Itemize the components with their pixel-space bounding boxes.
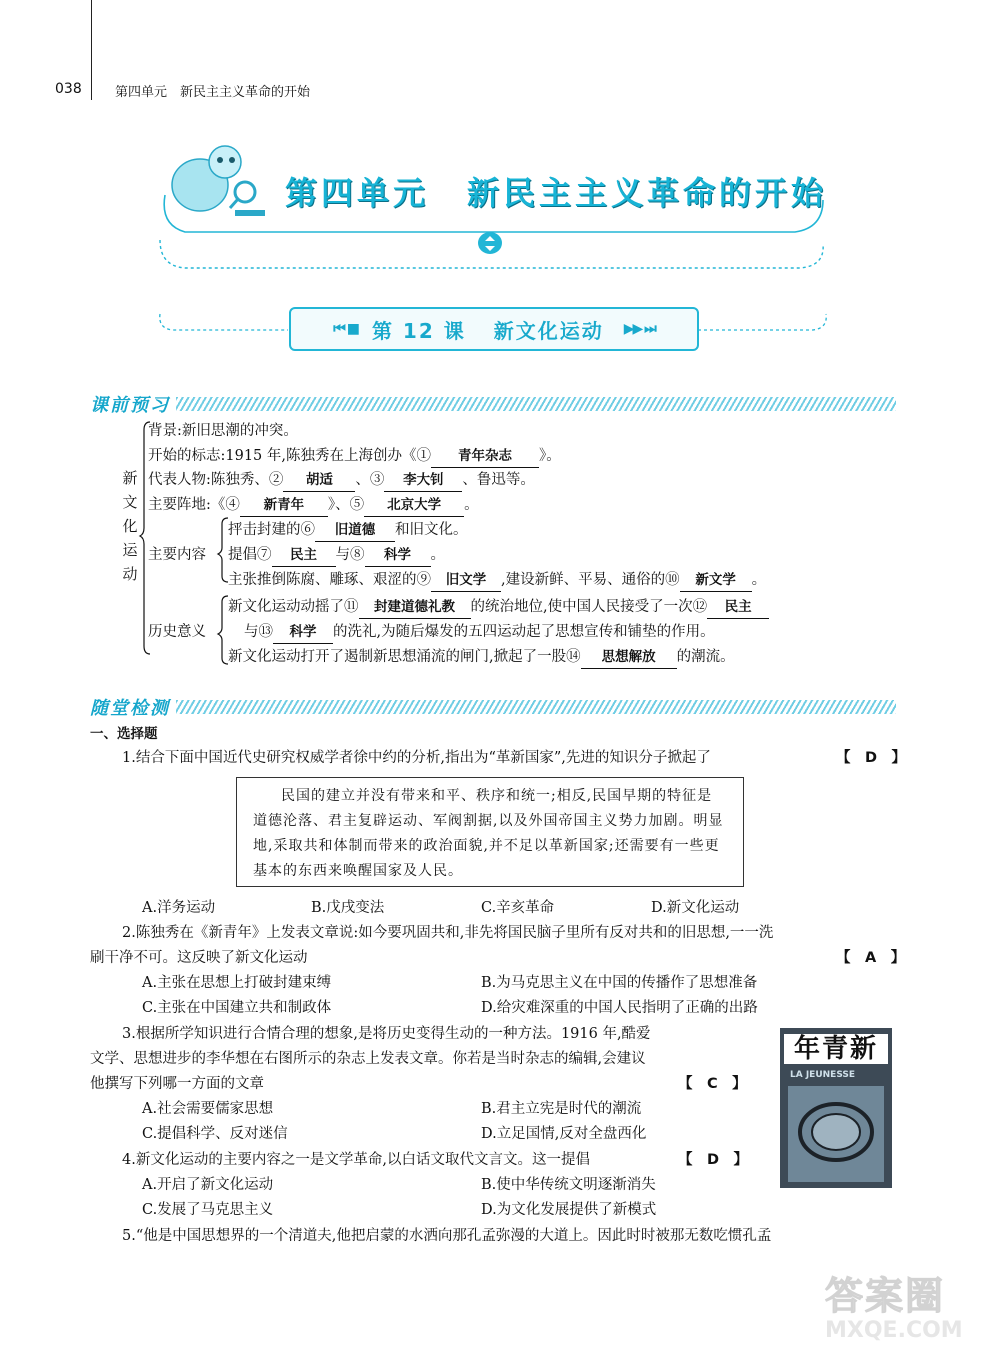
unit-label: 第四单元 <box>285 174 430 212</box>
mascot-illustration <box>160 140 275 225</box>
prev-icon: ⏮ ■ <box>333 321 358 337</box>
q4-answer: 【 D 】 <box>678 1152 749 1168</box>
blank-4: 新青年 <box>240 495 328 517</box>
vertical-label: 新 文 化 运 动 <box>122 469 138 583</box>
preview-section-header <box>90 393 896 415</box>
q1-option-d: D.新文化运动 <box>651 900 740 916</box>
q4-option-b: B.使中华传统文明逐渐消失 <box>481 1177 656 1193</box>
q4-option-d: D.为文化发展提供了新模式 <box>481 1202 657 1218</box>
q1-option-a: A.洋务运动 <box>142 900 216 916</box>
q1-quote-box <box>236 777 744 887</box>
blank-5: 北京大学 <box>364 495 464 517</box>
unit-title <box>285 168 827 214</box>
q5-stem: 5.“他是中国思想界的一个清道夫,他把启蒙的水洒向那孔孟弥漫的大道上。因此时时被那无数吃惯孔孟 <box>122 1228 772 1244</box>
blank-10: 新文学 <box>680 570 752 592</box>
content-3: 主张推倒陈腐、雕琢、艰涩的⑨ 旧文学 ,建设新鲜、平易、通俗的⑩ 新文学 。 <box>228 570 766 592</box>
q2-stem-1: 2.陈独秀在《新青年》上发表文章说:如今要巩固共和,非先将国民脑子里所有反对共和的旧思想,一一洗 <box>122 925 774 941</box>
q1-option-b: B.戊戌变法 <box>311 900 385 916</box>
blank-2: 胡适 <box>283 470 355 492</box>
blank-11: 封建道德礼教 <box>359 597 471 619</box>
q1-quote: 民国的建立并没有带来和平、秩序和统一;相反,民国早期的特征是道德沦落、君主复辟运动、军阀割据,以及外国帝国主义势力加剧。明显地,采取共和体制而带来的政治面貌,并不足以革新国家;还需要有一些更基本的东西来唤醒国家及人民。 <box>253 788 724 879</box>
blank-3: 李大钊 <box>384 470 462 492</box>
blank-9: 旧文学 <box>431 570 501 592</box>
watermark-logo <box>825 1265 985 1343</box>
q4-option-c: C.发展了马克思主义 <box>142 1202 274 1218</box>
meaning-2: 与⑬ 科学 的洗礼,为随后爆发的五四运动起了思想宣传和铺垫的作用。 <box>244 622 715 644</box>
blank-14: 思想解放 <box>581 647 677 669</box>
running-header: 第四单元 新民主主义革命的开始 <box>115 85 311 100</box>
content-2: 提倡⑦ 民主 与⑧ 科学 。 <box>228 545 445 567</box>
lesson-title-box <box>289 307 699 351</box>
q3-stem-3: 他撰写下列哪一方面的文章 <box>90 1076 264 1092</box>
q2-option-b: B.为马克思主义在中国的传播作了思想准备 <box>481 975 758 991</box>
hatch-decoration <box>176 397 896 411</box>
line-people: 代表人物:陈独秀、② 胡适 、③ 李大钊 、鲁迅等。 <box>148 470 535 492</box>
check-title: 随堂检测 <box>90 698 170 719</box>
lesson-label: 第 12 课 <box>371 318 466 343</box>
meaning-3: 新文化运动打开了遏制新思想涌流的闸门,掀起了一股⑭ 思想解放 的潮流。 <box>228 647 735 669</box>
q3-option-b: B.君主立宪是时代的潮流 <box>481 1101 642 1117</box>
q3-answer: 【 C 】 <box>678 1076 747 1092</box>
margin-rule <box>91 0 92 100</box>
q4-option-a: A.开启了新文化运动 <box>142 1177 274 1193</box>
lesson-name: 新文化运动 <box>493 318 604 343</box>
q3-option-c: C.提倡科学、反对迷信 <box>142 1126 288 1142</box>
q1-option-c: C.辛亥革命 <box>481 900 555 916</box>
magazine-cover-image <box>780 1028 892 1188</box>
q3-option-a: A.社会需要儒家思想 <box>142 1101 274 1117</box>
preview-title: 课前预习 <box>90 395 170 416</box>
section-choice: 一、选择题 <box>90 726 158 742</box>
magazine-title: 年青新 <box>784 1034 888 1064</box>
magazine-emblem <box>780 1080 892 1188</box>
line-base: 主要阵地:《④ 新青年 》、⑤ 北京大学 。 <box>148 495 479 517</box>
q2-stem-2: 刷干净不可。这反映了新文化运动 <box>90 950 308 966</box>
next-icon: ▶▶ ⏭ <box>623 321 655 337</box>
content-1: 抨击封建的⑥ 旧道德 和旧文化。 <box>228 520 468 542</box>
q2-option-a: A.主张在思想上打破封建束缚 <box>142 975 332 991</box>
q2-option-d: D.给灾难深重的中国人民指明了正确的出路 <box>481 1000 758 1016</box>
blank-7: 民主 <box>272 545 336 567</box>
q3-option-d: D.立足国情,反对全盘西化 <box>481 1126 647 1142</box>
q1-answer: 【 D 】 <box>836 750 907 766</box>
blank-1: 青年杂志 <box>431 446 539 468</box>
content-label: 主要内容 <box>148 547 206 563</box>
check-section-header <box>90 696 896 718</box>
unit-name: 新民主主义革命的开始 <box>467 174 828 212</box>
blank-12: 民主 <box>707 597 769 619</box>
watermark-bottom: MXQE.COM <box>825 1318 963 1343</box>
hatch-decoration <box>176 700 896 714</box>
line-background: 背景:新旧思潮的冲突。 <box>148 423 298 439</box>
page-number: 038 <box>55 81 82 97</box>
meaning-label: 历史意义 <box>148 624 206 640</box>
q4-stem: 4.新文化运动的主要内容之一是文学革命,以白话文取代文言文。这一提倡 <box>122 1152 590 1168</box>
blank-8: 科学 <box>365 545 431 567</box>
q1-stem: 1.结合下面中国近代史研究权威学者徐中约的分析,指出为“革新国家”,先进的知识分子掀起了 <box>122 750 711 766</box>
magazine-subtitle: LA JEUNESSE <box>790 1070 856 1080</box>
watermark-top: 答案圈 <box>825 1274 946 1318</box>
meaning-1: 新文化运动动摇了⑪ 封建道德礼教 的统治地位,使中国人民接受了一次⑫ 民主 <box>228 597 769 619</box>
line-start: 开始的标志:1915 年,陈独秀在上海创办《① 青年杂志 》。 <box>148 446 561 468</box>
q2-option-c: C.主张在中国建立共和制政体 <box>142 1000 332 1016</box>
blank-13: 科学 <box>273 622 333 644</box>
q3-stem-2: 文学、思想进步的李华想在右图所示的杂志上发表文章。你若是当时杂志的编辑,会建议 <box>90 1051 646 1067</box>
q2-answer: 【 A 】 <box>836 950 906 966</box>
blank-6: 旧道德 <box>315 520 395 542</box>
q3-stem-1: 3.根据所学知识进行合情合理的想象,是将历史变得生动的一种方法。1916 年,酷爱 <box>122 1026 651 1042</box>
